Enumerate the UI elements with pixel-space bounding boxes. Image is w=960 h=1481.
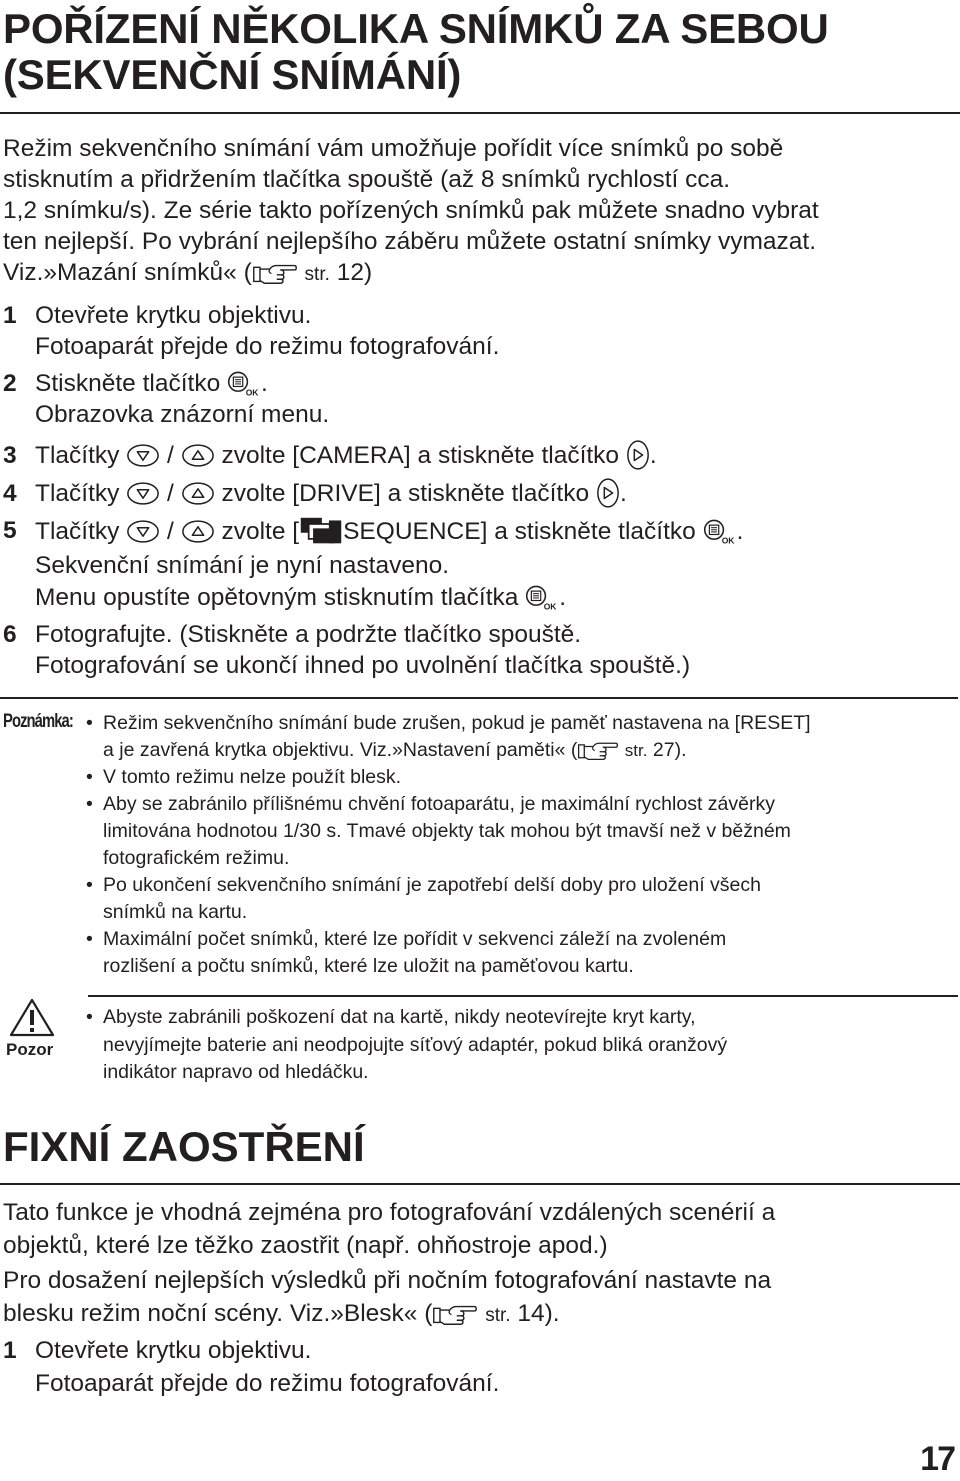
step-subtext: Fotoaparát přejde do režimu fotografování. — [35, 333, 500, 360]
steps-list — [3, 300, 953, 681]
step-1 — [3, 300, 953, 362]
note-text: fotografickém režimu. — [103, 847, 290, 869]
step-subtext: Menu opustíte opětovným stisknutím tlačítka — [35, 584, 519, 611]
step-text: Fotografujte. (Stiskněte a podržte tlačítko spouště. — [35, 621, 582, 648]
title-divider — [0, 112, 960, 114]
step-5 — [3, 512, 953, 614]
note-item — [86, 710, 954, 764]
note-ref-text: a je zavřená krytka objektivu. Viz.»Nastavení paměti« ( — [103, 739, 578, 761]
step-end: . — [649, 441, 657, 469]
step-subtext: Obrazovka znázorní menu. — [35, 401, 330, 428]
page-ref-label: str. — [485, 1305, 511, 1326]
note-item — [86, 872, 954, 926]
caution-text: nevyjímejte baterie ani neodpojujte síťový adaptér, pokud bliká oranžový — [103, 1033, 728, 1056]
pointing-hand-icon — [577, 740, 619, 761]
step-text: Stiskněte tlačítko — [35, 370, 221, 397]
note-text: rozlišení a počtu snímků, které lze uložit na paměťovou kartu. — [103, 955, 634, 977]
note-item — [86, 764, 954, 791]
step-number: 3 — [3, 441, 17, 469]
title-divider — [0, 1183, 960, 1185]
bullet-dot: • — [86, 1006, 93, 1028]
caution-list — [86, 1004, 954, 1087]
bullet-dot: • — [86, 928, 93, 950]
paragraph-line: Tato funkce je vhodná zejména pro fotografování vzdálených scenérií a — [3, 1199, 776, 1226]
step-text: Otevřete krytku objektivu. — [35, 1337, 312, 1364]
pointing-hand-icon — [432, 1303, 478, 1326]
warning-triangle-icon — [8, 997, 56, 1042]
step-number: 1 — [3, 1337, 17, 1364]
section-title-line2: (SEKVENČNÍ SNÍMÁNÍ) — [3, 51, 462, 98]
note-item — [86, 926, 954, 980]
note-text: Po ukončení sekvenčního snímání je zapotřebí delší doby pro uložení všech — [103, 874, 761, 896]
caution-text: indikátor napravo od hledáčku. — [103, 1061, 369, 1083]
page-ref-number: 27). — [647, 739, 687, 761]
intro-ref-text: Viz.»Mazání snímků« ( — [3, 259, 252, 286]
intro-paragraph — [3, 133, 953, 290]
page-ref-label: str. — [304, 264, 330, 285]
step-number: 5 — [3, 517, 17, 544]
right-arrow-button-icon — [596, 477, 620, 509]
paragraph — [3, 1264, 953, 1332]
step-3 — [3, 436, 953, 474]
caution-text: Abyste zabránili poškození dat na kartě, nikdy neotevírejte kryt karty, — [103, 1006, 696, 1028]
step-separator: / — [167, 479, 174, 507]
step-number: 6 — [3, 621, 17, 648]
step-text: zvolte [CAMERA] a stiskněte tlačítko — [221, 441, 620, 469]
note-label: Poznámka: — [3, 711, 73, 732]
step-6 — [3, 619, 953, 681]
step-1 — [3, 1334, 953, 1400]
step-end: . — [261, 370, 268, 397]
pointing-hand-icon — [252, 262, 298, 285]
down-arrow-button-icon — [126, 519, 160, 544]
paragraph-line: blesku režim noční scény. Viz.»Blesk« ( — [3, 1300, 433, 1327]
up-arrow-button-icon — [181, 519, 215, 544]
section2-body — [3, 1196, 953, 1400]
note-text: Maximální počet snímků, které lze pořídit v sekvenci záleží na zvoleném — [103, 928, 727, 950]
note-item — [86, 791, 954, 872]
section-title — [3, 6, 943, 98]
menu-ok-button-icon — [227, 370, 261, 397]
step-text: Tlačítky — [35, 441, 120, 469]
paragraph — [3, 1196, 953, 1262]
bullet-dot: • — [86, 712, 93, 734]
page-number: 17 — [920, 1440, 954, 1478]
step-number: 1 — [3, 302, 17, 329]
paragraph-line: objektů, které lze těžko zaostřit (např. ohňostroje apod.) — [3, 1232, 608, 1259]
bullet-dot: • — [86, 793, 93, 815]
step-text: SEQUENCE] a stiskněte tlačítko — [343, 517, 696, 545]
caution-item — [86, 1004, 954, 1087]
note-text: V tomto režimu nelze použít blesk. — [103, 766, 402, 788]
intro-line: stisknutím a přidržením tlačítka spouště (až 8 snímků rychlostí cca. — [3, 166, 731, 193]
bullet-dot: • — [86, 766, 93, 788]
step-text: Tlačítky — [35, 517, 120, 545]
intro-line: ten nejlepší. Po vybrání nejlepšího záběru můžete ostatní snímky vymazat. — [3, 228, 816, 255]
caution-label: Pozor — [6, 1040, 54, 1059]
step-text: zvolte [DRIVE] a stiskněte tlačítko — [221, 479, 590, 507]
caution-divider — [88, 995, 958, 997]
menu-ok-button-icon — [525, 584, 559, 611]
up-arrow-button-icon — [181, 443, 215, 468]
step-4 — [3, 474, 953, 512]
step-subtext: Fotografování se ukončí ihned po uvolnění tlačítka spouště.) — [35, 652, 691, 679]
step-end: . — [559, 584, 567, 611]
intro-line: 1,2 snímku/s). Ze série takto pořízených snímků pak můžete snadno vybrat — [3, 197, 819, 224]
note-text: limitována hodnotou 1/30 s. Tmavé objekty tak mohou být tmavší než v běžném — [103, 820, 791, 842]
step-text: Otevřete krytku objektivu. — [35, 302, 312, 329]
step-2 — [3, 368, 953, 430]
sequence-mode-icon — [299, 516, 343, 546]
page-ref-label: str. — [624, 741, 648, 760]
down-arrow-button-icon — [126, 443, 160, 468]
note-text: Režim sekvenčního snímání bude zrušen, pokud je paměť nastavena na [RESET] — [103, 712, 811, 734]
right-arrow-button-icon — [626, 439, 650, 471]
step-number: 2 — [3, 370, 17, 397]
note-text — [103, 737, 954, 764]
step-end: . — [736, 517, 744, 545]
up-arrow-button-icon — [181, 481, 215, 506]
page-ref-number: 12) — [329, 259, 373, 286]
note-text: Aby se zabránilo přílišnému chvění fotoaparátu, je maximální rychlost závěrky — [103, 793, 775, 815]
step-text: Tlačítky — [35, 479, 120, 507]
note-divider — [0, 697, 958, 699]
bullet-dot: • — [86, 874, 93, 896]
menu-ok-button-icon — [703, 518, 737, 545]
step-text: zvolte [ — [221, 517, 300, 545]
down-arrow-button-icon — [126, 481, 160, 506]
paragraph-line: Pro dosažení nejlepších výsledků při nočním fotografování nastavte na — [3, 1267, 772, 1294]
intro-reference — [3, 257, 953, 290]
notes-list — [86, 710, 954, 980]
step-separator: / — [167, 517, 174, 545]
step-end: . — [619, 479, 627, 507]
intro-line: Režim sekvenčního snímání vám umožňuje pořídit více snímků po sobě — [3, 135, 784, 162]
step-number: 4 — [3, 479, 17, 507]
section-title: FIXNÍ ZAOSTŘENÍ — [3, 1123, 365, 1170]
note-text: snímků na kartu. — [103, 901, 248, 923]
page-ref-number: 14). — [510, 1300, 560, 1327]
step-separator: / — [167, 441, 174, 469]
section-title-line1: POŘÍZENÍ NĚKOLIKA SNÍMKŮ ZA SEBOU — [3, 5, 829, 52]
step-subtext: Fotoaparát přejde do režimu fotografování. — [35, 1370, 500, 1397]
step-subtext: Sekvenční snímání je nyní nastaveno. — [35, 552, 450, 579]
